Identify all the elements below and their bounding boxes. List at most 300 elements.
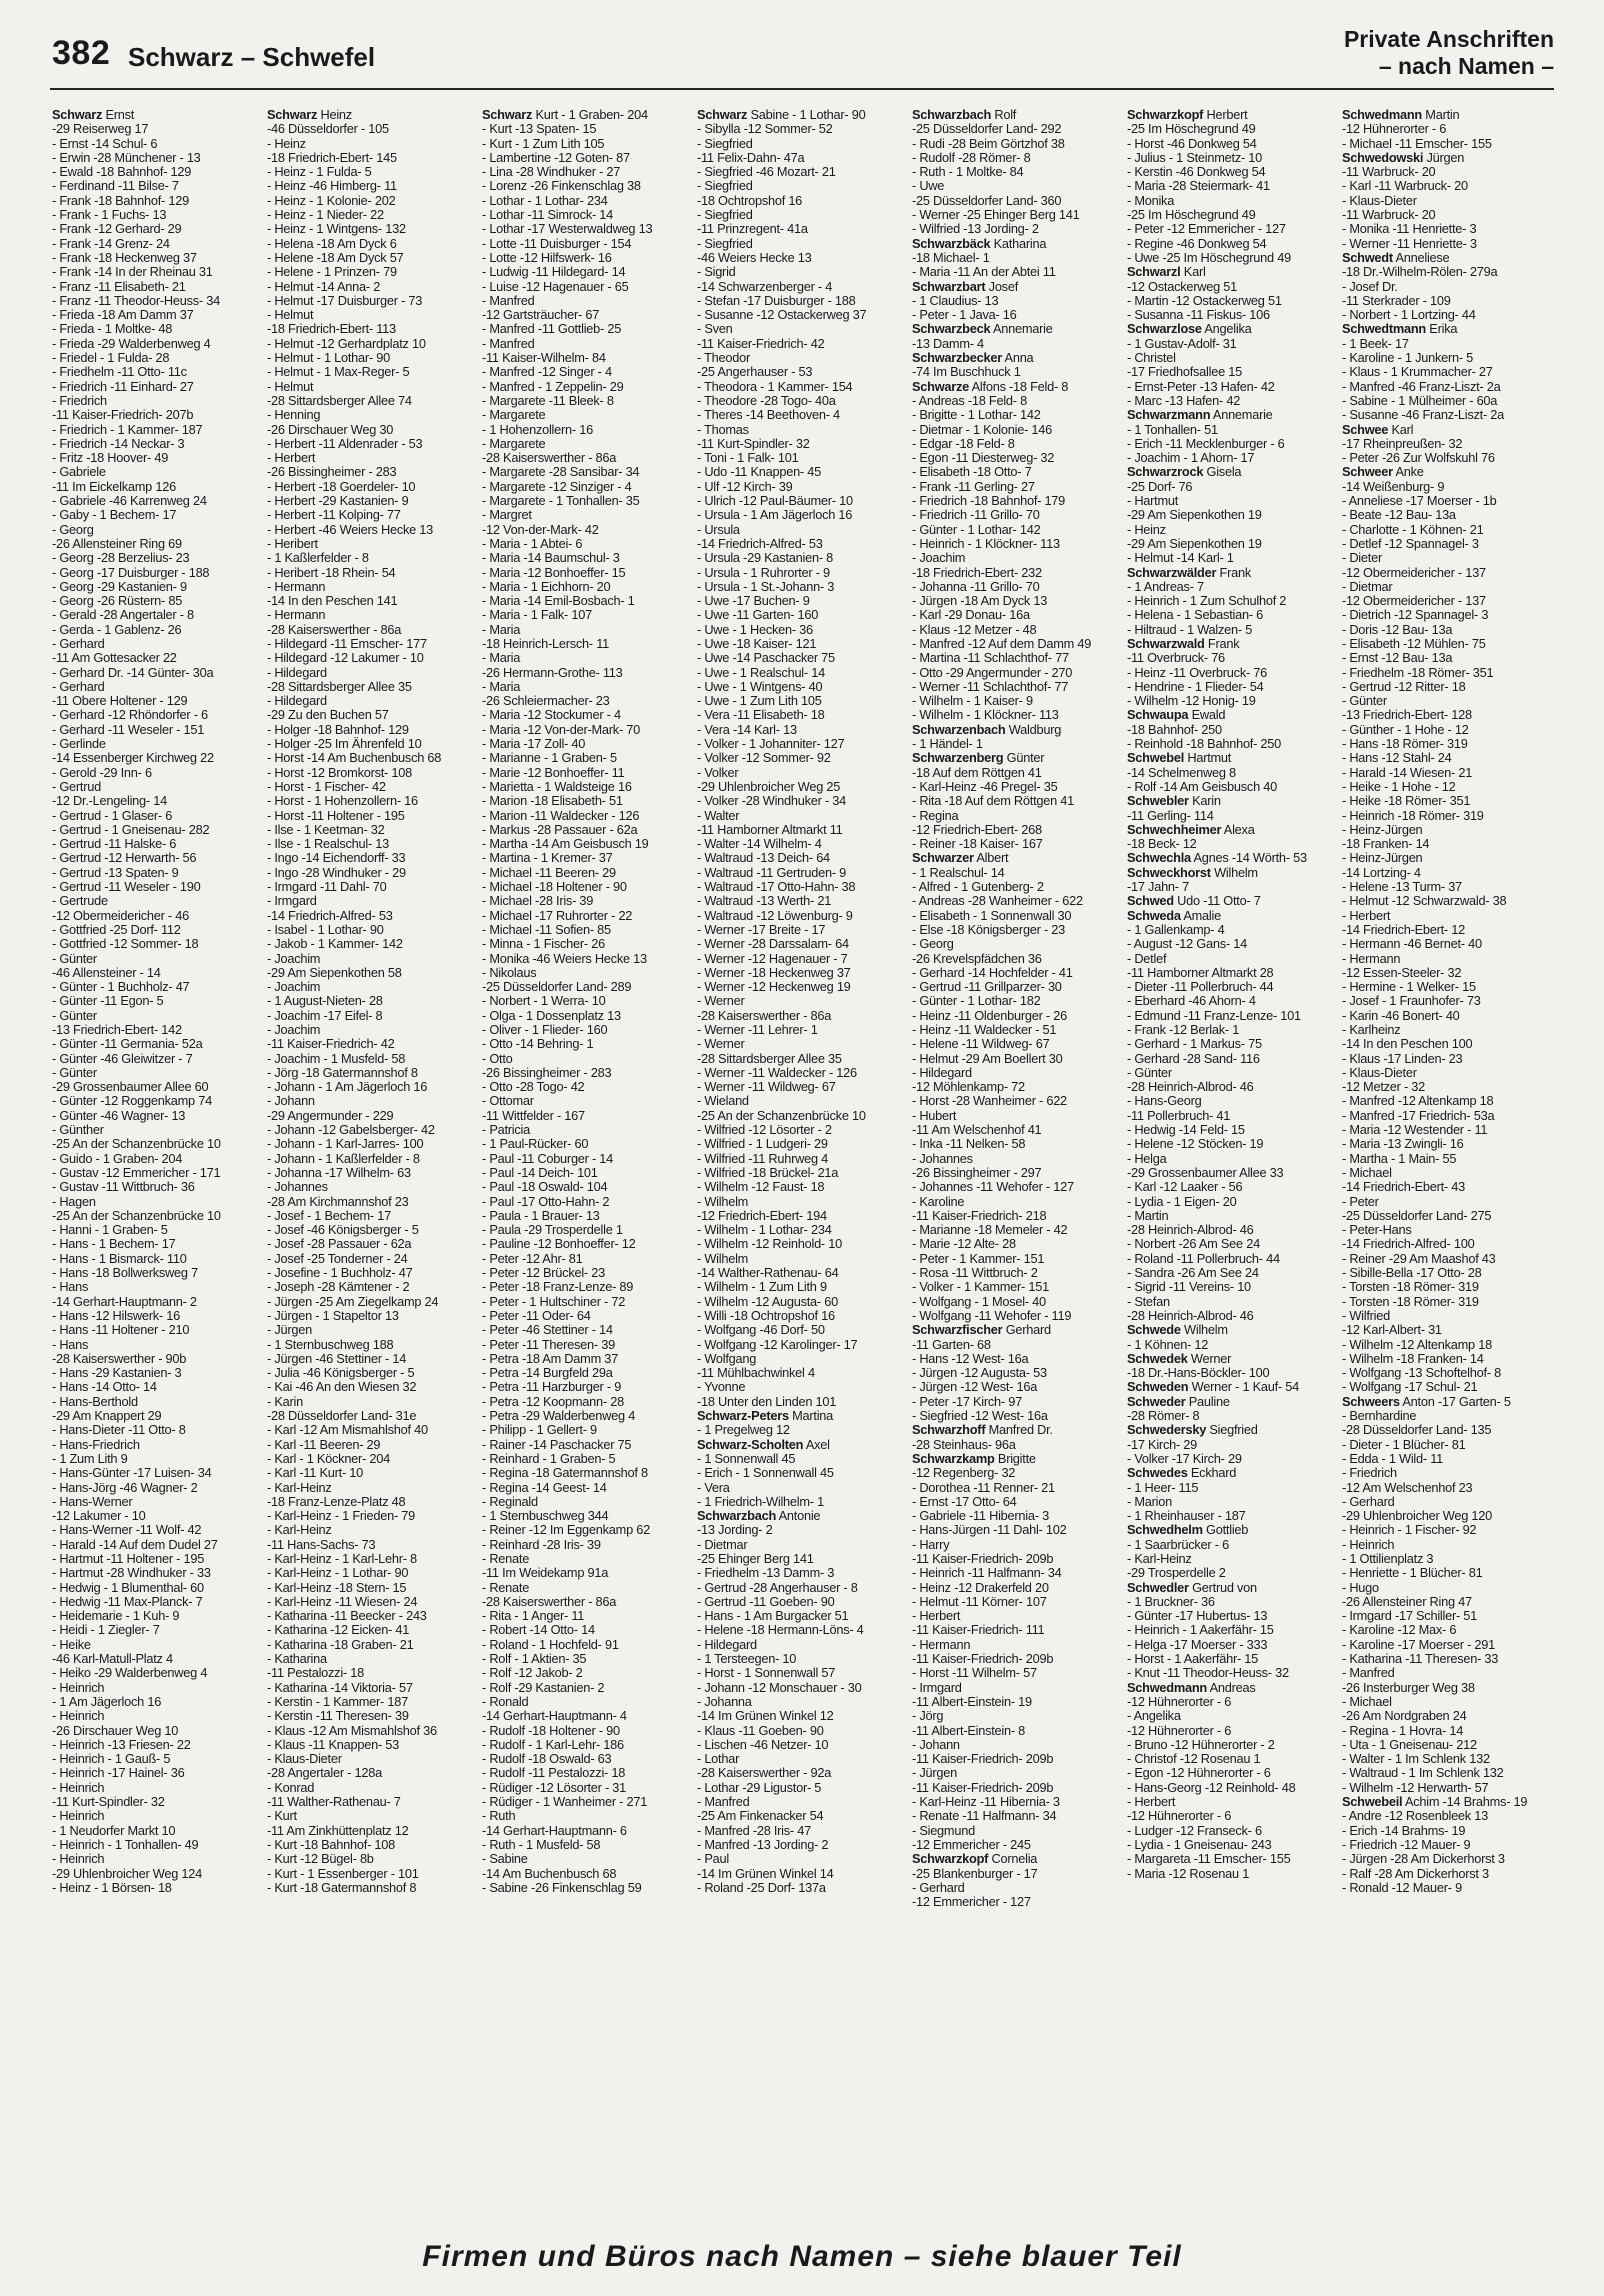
surname-heading: Schwarz Sabine - 1 Lothar- 90 (697, 108, 866, 122)
directory-entry: - Uwe - 1 Zum Lith 105 (697, 694, 822, 709)
directory-entry: - Martina - 1 Kremer- 37 (482, 851, 613, 866)
directory-entry: -12 Ostackerweg 51 (1127, 279, 1238, 294)
directory-entry: - Roland -11 Pollerbruch- 44 (1127, 1251, 1280, 1266)
directory-entry: -11 Wittfelder - 167 (482, 1108, 585, 1123)
directory-entry: - Hildegard (697, 1637, 757, 1652)
surname-heading: Schweder Pauline (1127, 1394, 1230, 1409)
directory-entry: - Günter -17 Hubertus- 13 (1127, 1609, 1268, 1624)
directory-entry: - Heinrich - 1 Aakerfähr- 15 (1127, 1623, 1274, 1638)
directory-entry: - Otto (482, 1051, 513, 1066)
directory-entry: - Horst -14 Am Buchenbusch 68 (267, 751, 442, 766)
directory-entry: - Rudolf -11 Pestalozzi- 18 (482, 1766, 626, 1781)
directory-entry: - Gertrud -11 Halske- 6 (52, 837, 177, 852)
directory-entry: - Georg (52, 522, 94, 537)
directory-entry: - Manfred -12 Altenkamp 18 (1342, 1094, 1494, 1109)
directory-entry: -11 Am Welschenhof 41 (912, 1123, 1042, 1138)
directory-entry: - Stefan (1127, 1294, 1170, 1309)
directory-entry: - Maria -12 Stockumer - 4 (482, 708, 621, 723)
directory-entry: - Klaus-Dieter (267, 1752, 342, 1767)
directory-entry: -12 Metzer - 32 (1342, 1080, 1426, 1095)
directory-entry: - Irmgard -11 Dahl- 70 (267, 880, 387, 895)
surname-heading: Schwedt Anneliese (1342, 250, 1450, 265)
directory-entry: -18 Heinrich-Lersch- 11 (482, 636, 610, 651)
directory-entry: - Doris -12 Bau- 13a (1342, 622, 1453, 637)
directory-entry: - Helmut -14 Anna- 2 (267, 279, 381, 294)
directory-entry: - Hildegard (267, 665, 327, 680)
directory-entry: - Horst - 1 Hohenzollern- 16 (267, 794, 418, 809)
directory-entry: - Sigrid (697, 265, 736, 280)
directory-entry: - Peter (1342, 1194, 1379, 1209)
directory-entry: - Marianne - 1 Graben- 5 (482, 751, 617, 766)
directory-entry: - Kerstin -46 Donkweg 54 (1127, 165, 1266, 180)
directory-entry: - Wilfried -18 Brückel- 21a (697, 1165, 839, 1180)
directory-entry: -14 Walther-Rathenau- 64 (697, 1266, 839, 1281)
directory-entry: - Irmgard (267, 894, 317, 909)
directory-entry: - Siegfried (697, 208, 753, 223)
directory-entry: - Werner (697, 1037, 745, 1052)
directory-entry: - Frieda -18 Am Damm 37 (52, 308, 194, 323)
directory-entry: - Hans - 1 Am Burgacker 51 (697, 1609, 849, 1624)
directory-entry: - Rudolf -18 Holtener - 90 (482, 1723, 620, 1738)
directory-entry: - Jürgen -28 Am Dickerhorst 3 (1342, 1852, 1505, 1867)
directory-entry: -26 Bissingheimer - 297 (912, 1165, 1042, 1180)
directory-entry: - Margarete (482, 408, 546, 423)
directory-entry: - Joachim -17 Eifel- 8 (267, 1008, 383, 1023)
directory-entry: - Klaus-Dieter (1342, 1065, 1417, 1080)
directory-entry: - Elisabeth -18 Otto- 7 (912, 465, 1032, 480)
directory-entry: - Margarete -12 Sinziger - 4 (482, 479, 632, 494)
directory-entry: - Maria - 1 Falk- 107 (482, 608, 592, 623)
directory-entry: - Georg -28 Berzelius- 23 (52, 551, 190, 566)
directory-entry: - Heinrich (1342, 1537, 1395, 1552)
directory-entry: - Margareta -11 Emscher- 155 (1127, 1852, 1291, 1867)
directory-entry: - Wilhelm -12 Augusta- 60 (697, 1294, 838, 1309)
directory-entry: - Martina -11 Schlachthof- 77 (912, 651, 1069, 666)
directory-entry: - Peter - 1 Java- 16 (912, 308, 1017, 323)
directory-entry: - Günter (52, 951, 97, 966)
directory-entry: - Karl-Heinz -46 Pregel- 35 (912, 779, 1058, 794)
directory-entry: - Reiner -18 Kaiser- 167 (912, 837, 1043, 852)
directory-entry: - Hans-Georg (1127, 1094, 1202, 1109)
directory-entry: - Josef -46 Königsberger - 5 (267, 1223, 419, 1238)
directory-entry: -28 Heinrich-Albrod- 46 (1127, 1308, 1254, 1323)
directory-columns (52, 108, 1572, 2238)
directory-entry: -25 Am Finkenacker 54 (697, 1809, 824, 1824)
directory-entry: - Frank -18 Heckenweg 37 (52, 250, 197, 265)
directory-entry: - Horst -11 Wilhelm- 57 (912, 1666, 1037, 1681)
surname-heading: Schwedes Eckhard (1127, 1466, 1237, 1481)
directory-entry: - Horst - 1 Aakerfähr- 15 (1127, 1652, 1259, 1667)
directory-entry: - Herbert (912, 1609, 961, 1624)
directory-entry: - Michael -18 Holtener - 90 (482, 880, 627, 895)
directory-entry: - Klaus-Dieter (1342, 193, 1417, 208)
directory-entry: -14 Gerhart-Hauptmann- 2 (52, 1294, 197, 1309)
directory-entry: - Hedwig - 1 Blumenthal- 60 (52, 1580, 204, 1595)
directory-entry: - Alfred - 1 Gutenberg- 2 (912, 880, 1044, 895)
directory-entry: - Hermann (267, 579, 326, 594)
surname-heading: Schweda Amalie (1127, 908, 1221, 923)
directory-entry: - Gertrud -11 Goeben- 90 (697, 1594, 835, 1609)
directory-entry: - Josef Dr. (1342, 279, 1398, 294)
directory-entry: - Peter -12 Brückel- 23 (482, 1266, 605, 1281)
directory-entry: - Werner -11 Wildweg- 67 (697, 1080, 836, 1095)
directory-entry: -28 Düsseldorfer Land- 135 (1342, 1423, 1492, 1438)
directory-entry: - Friedrich -14 Neckar- 3 (52, 436, 185, 451)
directory-entry: - Petra -14 Burgfeld 29a (482, 1366, 613, 1381)
directory-column-1 (52, 108, 262, 2238)
directory-entry: - Ursula (697, 522, 740, 537)
directory-entry: - Heinrich -11 Halfmann- 34 (912, 1566, 1062, 1581)
directory-entry: - Heinrich - 1 Klöckner- 113 (912, 536, 1060, 551)
directory-entry: - Horst - 1 Fischer- 42 (267, 779, 386, 794)
directory-entry: - Gerhard - 1 Markus- 75 (1127, 1037, 1262, 1052)
directory-entry: - Franz -11 Elisabeth- 21 (52, 279, 186, 294)
directory-entry: - Elisabeth -12 Mühlen- 75 (1342, 636, 1486, 651)
directory-entry: - Karl-Heinz - 1 Frieden- 79 (267, 1509, 416, 1524)
directory-entry: - Hans -18 Bollwerksweg 7 (52, 1266, 198, 1281)
directory-entry: - 1 Tersteegen- 10 (697, 1652, 797, 1667)
directory-entry: - Friedrich - 1 Kammer- 187 (52, 422, 203, 437)
directory-entry: - Thomas (697, 422, 749, 437)
directory-entry: -28 Steinhaus- 96a (912, 1437, 1016, 1452)
directory-entry: - Manfred -28 Iris- 47 (697, 1823, 811, 1838)
directory-entry: -26 Bissingheimer - 283 (267, 465, 397, 480)
directory-entry: - Gottfried -25 Dorf- 112 (52, 922, 181, 937)
directory-entry: - Hans-Jürgen -11 Dahl- 102 (912, 1523, 1067, 1538)
directory-entry: - Ernst -17 Otto- 64 (912, 1494, 1017, 1509)
directory-entry: - Johann - 1 Am Jägerloch 16 (267, 1080, 428, 1095)
directory-entry: - Johannes (267, 1180, 328, 1195)
directory-entry: - Katharina -18 Graben- 21 (267, 1637, 414, 1652)
directory-entry: - 1 Zum Lith 9 (52, 1451, 128, 1466)
directory-entry: - Siegfried -12 West- 16a (912, 1409, 1048, 1424)
directory-entry: - Maria - 1 Eichhorn- 20 (482, 579, 611, 594)
directory-entry: -29 Am Siepenkothen 19 (1127, 508, 1262, 523)
directory-entry: - Renate (482, 1551, 530, 1566)
directory-entry: - Maria -13 Zwingli- 16 (1342, 1137, 1464, 1152)
directory-entry: - Dieter (1342, 551, 1382, 566)
directory-entry: - Regina - 1 Hovra- 14 (1342, 1723, 1464, 1738)
directory-entry: - Maria (482, 622, 521, 637)
surname-heading: Schwebler Karin (1127, 794, 1221, 809)
directory-entry: -28 Heinrich-Albrod- 46 (1127, 1223, 1254, 1238)
directory-entry: - Dietmar (697, 1537, 748, 1552)
directory-entry: - Horst -11 Holtener - 195 (267, 808, 405, 823)
directory-entry: - Wolfgang -11 Wehofer - 119 (912, 1308, 1072, 1323)
directory-entry: -29 Grossenbaumer Allee 60 (52, 1080, 209, 1095)
directory-entry: - Heinrich (52, 1780, 105, 1795)
directory-entry: -18 Franz-Lenze-Platz 48 (267, 1494, 406, 1509)
directory-entry: -18 Michael- 1 (912, 250, 990, 265)
directory-entry: -26 Dirschauer Weg 10 (52, 1723, 179, 1738)
directory-entry: - Katharina -11 Beecker - 243 (267, 1609, 427, 1624)
directory-entry: - Günther (52, 1123, 104, 1138)
directory-entry: - Werner (697, 994, 745, 1009)
directory-entry: - Andreas -28 Wanheimer - 622 (912, 894, 1083, 909)
page-number: 382 (52, 34, 111, 72)
directory-entry: - Henriette - 1 Blücher- 81 (1342, 1566, 1483, 1581)
directory-entry: - Maria (482, 679, 521, 694)
directory-entry: - 1 Sternbuschweg 344 (482, 1509, 609, 1524)
directory-entry: - Günter - 1 Lothar- 182 (912, 994, 1041, 1009)
directory-entry: -74 Im Buschhuck 1 (912, 365, 1021, 380)
directory-entry: - Ottomar (482, 1094, 534, 1109)
surname-heading: Schwarz Heinz (267, 108, 352, 122)
surname-heading: Schwee Karl (1342, 422, 1414, 437)
directory-entry: - Wilhelm - 1 Kaiser- 9 (912, 694, 1033, 709)
surname-heading: Schwedtmann Erika (1342, 322, 1458, 337)
directory-entry: - Kerstin - 1 Kammer- 187 (267, 1694, 408, 1709)
directory-entry: - Jakob - 1 Kammer- 142 (267, 937, 403, 952)
directory-entry: - Karl-Heinz (1127, 1551, 1192, 1566)
directory-entry: - Michael -11 Sofien- 85 (482, 922, 611, 937)
directory-entry: - Else -18 Königsberger - 23 (912, 922, 1066, 937)
directory-entry: -14 Friedrich-Alfred- 53 (267, 908, 393, 923)
directory-entry: - Helmut - 1 Lothar- 90 (267, 351, 390, 366)
directory-entry: - Hedwig -11 Max-Planck- 7 (52, 1594, 203, 1609)
directory-entry: - Gertrud -28 Angerhauser - 8 (697, 1580, 858, 1595)
directory-entry: - Helmut -12 Gerhardplatz 10 (267, 336, 426, 351)
directory-entry: - Rolf -12 Jakob- 2 (482, 1666, 583, 1681)
directory-entry: - Wolfgang (697, 1351, 757, 1366)
directory-entry: -12 Obermeidericher - 137 (1342, 594, 1486, 609)
directory-entry: - Detlef (1127, 951, 1167, 966)
directory-entry: - Maria -12 Rosenau 1 (1127, 1866, 1250, 1881)
surname-heading: Schwedler Gertrud von (1127, 1580, 1257, 1595)
directory-entry: - Jürgen (267, 1323, 312, 1338)
directory-entry: - Dietmar - 1 Kolonie- 146 (912, 422, 1053, 437)
directory-entry: -26 Insterburger Weg 38 (1342, 1680, 1475, 1695)
directory-entry: - Johann (912, 1737, 960, 1752)
directory-entry: - 1 Bruckner- 36 (1127, 1594, 1215, 1609)
directory-entry: - Friedrich -11 Grillo- 70 (912, 508, 1040, 523)
directory-entry: - Werner -18 Heckenweg 37 (697, 965, 851, 980)
directory-entry: - Klaus - 1 Krummacher- 27 (1342, 365, 1493, 380)
directory-entry: -46 Allensteiner - 14 (52, 965, 161, 980)
surname-heading: Schwarze Alfons -18 Feld- 8 (912, 379, 1069, 394)
directory-entry: - Erwin -28 Münchener - 13 (52, 150, 201, 165)
directory-entry: -26 Allensteiner Ring 47 (1342, 1594, 1472, 1609)
directory-entry: - Ursula -29 Kastanien- 8 (697, 551, 834, 566)
directory-entry: - 1 Paul-Rücker- 60 (482, 1137, 589, 1152)
directory-entry: -29 Trosperdelle 2 (1127, 1566, 1226, 1581)
directory-entry: -26 Schleiermacher- 23 (482, 694, 610, 709)
directory-entry: - Friedhelm -13 Damm- 3 (697, 1566, 835, 1581)
directory-entry: - Maria -12 Westender - 11 (1342, 1123, 1488, 1138)
directory-entry: - Heribert -18 Rhein- 54 (267, 565, 396, 580)
directory-entry: - 1 Claudius- 13 (912, 293, 999, 308)
directory-entry: - Hubert (912, 1108, 957, 1123)
directory-entry: -12 Lakumer - 10 (52, 1509, 146, 1524)
directory-entry: -11 Kaiser-Friedrich- 218 (912, 1208, 1047, 1223)
directory-entry: - Klaus -11 Knappen- 53 (267, 1737, 400, 1752)
directory-entry: -14 Im Grünen Winkel 12 (697, 1709, 834, 1724)
directory-entry: - Dietmar (1342, 579, 1393, 594)
directory-entry: - Vera -14 Karl- 13 (697, 722, 797, 737)
directory-entry: - Helmut -29 Am Boellert 30 (912, 1051, 1063, 1066)
directory-entry: - Gerold -29 Inn- 6 (52, 765, 152, 780)
surname-heading: Schwarzbeck Annemarie (912, 322, 1053, 337)
directory-entry: - Hermine - 1 Welker- 15 (1342, 980, 1476, 995)
directory-entry: - Hermann (912, 1637, 971, 1652)
directory-entry: -14 Schwarzenberger - 4 (697, 279, 833, 294)
directory-entry: - Hiltraud - 1 Walzen- 5 (1127, 622, 1253, 637)
directory-entry: - Paul -18 Oswald- 104 (482, 1180, 608, 1195)
directory-entry: - Ernst -12 Bau- 13a (1342, 651, 1453, 666)
directory-entry: - Hermann -46 Bernet- 40 (1342, 937, 1482, 952)
directory-entry: - Marion (1127, 1494, 1172, 1509)
directory-entry: -11 Kaiser-Friedrich- 209b (912, 1780, 1054, 1795)
directory-entry: - Günter -46 Gleiwitzer - 7 (52, 1051, 193, 1066)
directory-entry: -11 Pollerbruch- 41 (1127, 1108, 1231, 1123)
directory-entry: - Hartmut -28 Windhuker - 33 (52, 1566, 211, 1581)
directory-entry: - Edmund -11 Franz-Lenze- 101 (1127, 1008, 1301, 1023)
directory-entry: -14 Friedrich-Alfred- 53 (697, 536, 823, 551)
directory-entry: - Stefan -17 Duisburger - 188 (697, 293, 856, 308)
directory-entry: - Paula - 1 Brauer- 13 (482, 1208, 600, 1223)
directory-entry: - Erich -14 Brahms- 19 (1342, 1823, 1466, 1838)
directory-entry: -11 Im Eickelkamp 126 (52, 479, 176, 494)
directory-entry: - Johanna -11 Grillo- 70 (912, 579, 1040, 594)
directory-entry: - Holger -18 Bahnhof- 129 (267, 722, 409, 737)
directory-entry: -28 Kaiserswerther - 86a (482, 1594, 617, 1609)
directory-entry: - Uwe - 1 Wintgens- 40 (697, 679, 823, 694)
directory-entry: - Rosa -11 Wittbruch- 2 (912, 1266, 1038, 1281)
directory-entry: - Philipp - 1 Gellert- 9 (482, 1423, 597, 1438)
surname-heading: Schweers Anton -17 Garten- 5 (1342, 1394, 1511, 1409)
directory-entry: - Gerhard -12 Rhöndorfer - 6 (52, 708, 208, 723)
directory-entry: - Michael -17 Ruhrorter - 22 (482, 908, 633, 923)
directory-entry: - Paul (697, 1852, 729, 1867)
directory-entry: - Katharina -12 Eicken- 41 (267, 1623, 410, 1638)
directory-entry: - Wilhelm -12 Altenkamp 18 (1342, 1337, 1492, 1352)
directory-column-2 (267, 108, 477, 2238)
directory-entry: - Gerda - 1 Gablenz- 26 (52, 622, 182, 637)
directory-entry: - 1 Gustav-Adolf- 31 (1127, 336, 1237, 351)
directory-entry: - Heinz -11 Waldecker - 51 (912, 1023, 1057, 1037)
directory-entry: - Uwe -14 Paschacker 75 (697, 651, 835, 666)
directory-entry: - Christel (1127, 351, 1176, 366)
directory-entry: - Paul -11 Coburger - 14 (482, 1151, 614, 1166)
directory-entry: - Hans -18 Römer- 319 (1342, 737, 1468, 752)
directory-entry: - Martin -12 Ostackerweg 51 (1127, 293, 1282, 308)
directory-entry: - Gabriele (52, 465, 106, 480)
directory-entry: -12 Obermeidericher - 137 (1342, 565, 1486, 580)
directory-entry: - Karl -11 Warbruck- 20 (1342, 179, 1468, 194)
directory-entry: - Ferdinand -11 Bilse- 7 (52, 179, 179, 194)
directory-entry: - Wilfried -12 Lösorter - 2 (697, 1123, 832, 1138)
directory-entry: - Heinz-Jürgen (1342, 822, 1423, 837)
surname-heading: Schwarzbach Rolf (912, 108, 1017, 122)
directory-entry: - Helmut -17 Duisburger - 73 (267, 293, 423, 308)
directory-entry: - Johanna -17 Wilhelm- 63 (267, 1165, 411, 1180)
directory-entry: - Josef -25 Tonderner - 24 (267, 1251, 408, 1266)
surname-heading: Schwarzlose Angelika (1127, 322, 1252, 337)
directory-entry: - Inka -11 Nelken- 58 (912, 1137, 1026, 1152)
directory-entry: - Georg -26 Rüstern- 85 (52, 594, 183, 609)
directory-entry: - Heinz - 1 Börsen- 18 (52, 1880, 172, 1895)
directory-entry: - Regina -14 Geest- 14 (482, 1480, 607, 1495)
directory-entry: - Sandra -26 Am See 24 (1127, 1266, 1259, 1281)
directory-entry: - Heinz - 1 Nieder- 22 (267, 208, 384, 223)
directory-entry: - Torsten -18 Römer- 319 (1342, 1280, 1479, 1295)
directory-entry: - Gerhard -28 Sand- 116 (1127, 1051, 1260, 1066)
directory-entry: - Sigrid -11 Vereins- 10 (1127, 1280, 1251, 1295)
directory-entry: - Julius - 1 Steinmetz- 10 (1127, 150, 1263, 165)
directory-entry: - 1 Beek- 17 (1342, 336, 1409, 351)
directory-entry: - Kurt -13 Spaten- 15 (482, 122, 597, 137)
directory-entry: - Helmut (267, 379, 314, 394)
directory-entry: - Werner -12 Hagenauer - 7 (697, 951, 848, 966)
directory-entry: -14 Gerhart-Hauptmann- 4 (482, 1709, 627, 1724)
directory-entry: - Wilhelm -18 Franken- 14 (1342, 1351, 1484, 1366)
directory-entry: - Klaus -11 Goeben- 90 (697, 1723, 824, 1738)
directory-entry: - Ernst-Peter -13 Hafen- 42 (1127, 379, 1275, 394)
directory-entry: -12 Friedrich-Ebert- 194 (697, 1208, 827, 1223)
directory-entry: -11 Sterkrader - 109 (1342, 293, 1451, 308)
directory-entry: - Edgar -18 Feld- 8 (912, 436, 1015, 451)
directory-entry: -11 Hans-Sachs- 73 (267, 1537, 376, 1552)
directory-entry: - Maria -28 Steiermark- 41 (1127, 179, 1270, 194)
directory-entry: - Hildegard -12 Lakumer - 10 (267, 651, 424, 666)
directory-entry: - 1 Hohenzollern- 16 (482, 422, 593, 437)
directory-entry: - Helene -18 Am Dyck 57 (267, 250, 404, 265)
directory-entry: - Kurt - 1 Essenberger - 101 (267, 1866, 419, 1881)
directory-entry: - Joachim (267, 951, 321, 966)
directory-entry: - Reiner -29 Am Maashof 43 (1342, 1251, 1496, 1266)
directory-entry: - Katharina -14 Viktoria- 57 (267, 1680, 413, 1695)
directory-entry: - Gertrud -11 Grillparzer- 30 (912, 980, 1062, 995)
directory-entry: - Frank -14 Grenz- 24 (52, 236, 170, 251)
surname-heading: Schwechheimer Alexa (1127, 822, 1255, 837)
directory-entry: - Karl-Heinz (267, 1480, 332, 1495)
directory-entry: - Maria -14 Emil-Bosbach- 1 (482, 594, 635, 609)
directory-entry: - Wilhelm - 1 Klöckner- 113 (912, 708, 1059, 723)
directory-entry: - Wilfried -11 Ruhrweg 4 (697, 1151, 829, 1166)
directory-entry: - 1 Pregelweg 12 (697, 1423, 790, 1438)
directory-entry: - Jürgen -46 Stettiner - 14 (267, 1351, 407, 1366)
surname-heading: Schwarzwald Frank (1127, 636, 1240, 651)
directory-entry: - Paula -29 Trosperdelle 1 (482, 1223, 623, 1238)
directory-entry: - Franz -11 Theodor-Heuss- 34 (52, 293, 220, 308)
directory-entry: - Wolfgang -12 Karolinger- 17 (697, 1337, 858, 1352)
directory-entry: - Heinrich (52, 1852, 105, 1867)
directory-entry: - Hildegard (267, 694, 327, 709)
directory-entry: - Maria -11 An der Abtei 11 (912, 265, 1056, 280)
directory-entry: - Günter -12 Roggenkamp 74 (52, 1094, 212, 1109)
surname-heading: Schwechla Agnes -14 Wörth- 53 (1127, 851, 1307, 866)
directory-entry: - Gertrud -12 Herwarth- 56 (52, 851, 197, 866)
directory-entry: - Hans (52, 1280, 89, 1295)
directory-entry: -13 Jording- 2 (697, 1523, 773, 1538)
section-heading-line1: Private Anschriften (1343, 26, 1554, 52)
directory-entry: - Klaus -17 Linden- 23 (1342, 1051, 1463, 1066)
directory-entry: - Werner -28 Darssalam- 64 (697, 937, 849, 952)
directory-entry: - Helena -18 Am Dyck 6 (267, 236, 397, 251)
directory-entry: - Reinhold -18 Bahnhof- 250 (1127, 737, 1282, 752)
directory-entry: - Norbert - 1 Lortzing- 44 (1342, 308, 1476, 323)
directory-entry: - Egon -12 Hühnerorter - 6 (1127, 1766, 1271, 1781)
directory-entry: - 1 August-Nieten- 28 (267, 994, 383, 1009)
directory-entry: - Walter - 1 Im Schlenk 132 (1342, 1752, 1490, 1767)
surname-heading: Schwarz-Peters Martina (697, 1409, 834, 1424)
directory-entry: - Manfred -46 Franz-Liszt- 2a (1342, 379, 1501, 394)
directory-entry: - Helene -13 Turm- 37 (1342, 880, 1462, 895)
directory-entry: - Wolfgang -17 Schul- 21 (1342, 1380, 1478, 1395)
directory-entry: - Ursula - 1 Am Jägerloch 16 (697, 508, 853, 523)
directory-entry: - Karin (267, 1394, 303, 1409)
directory-entry: - Hartmut -11 Holtener - 195 (52, 1551, 205, 1566)
